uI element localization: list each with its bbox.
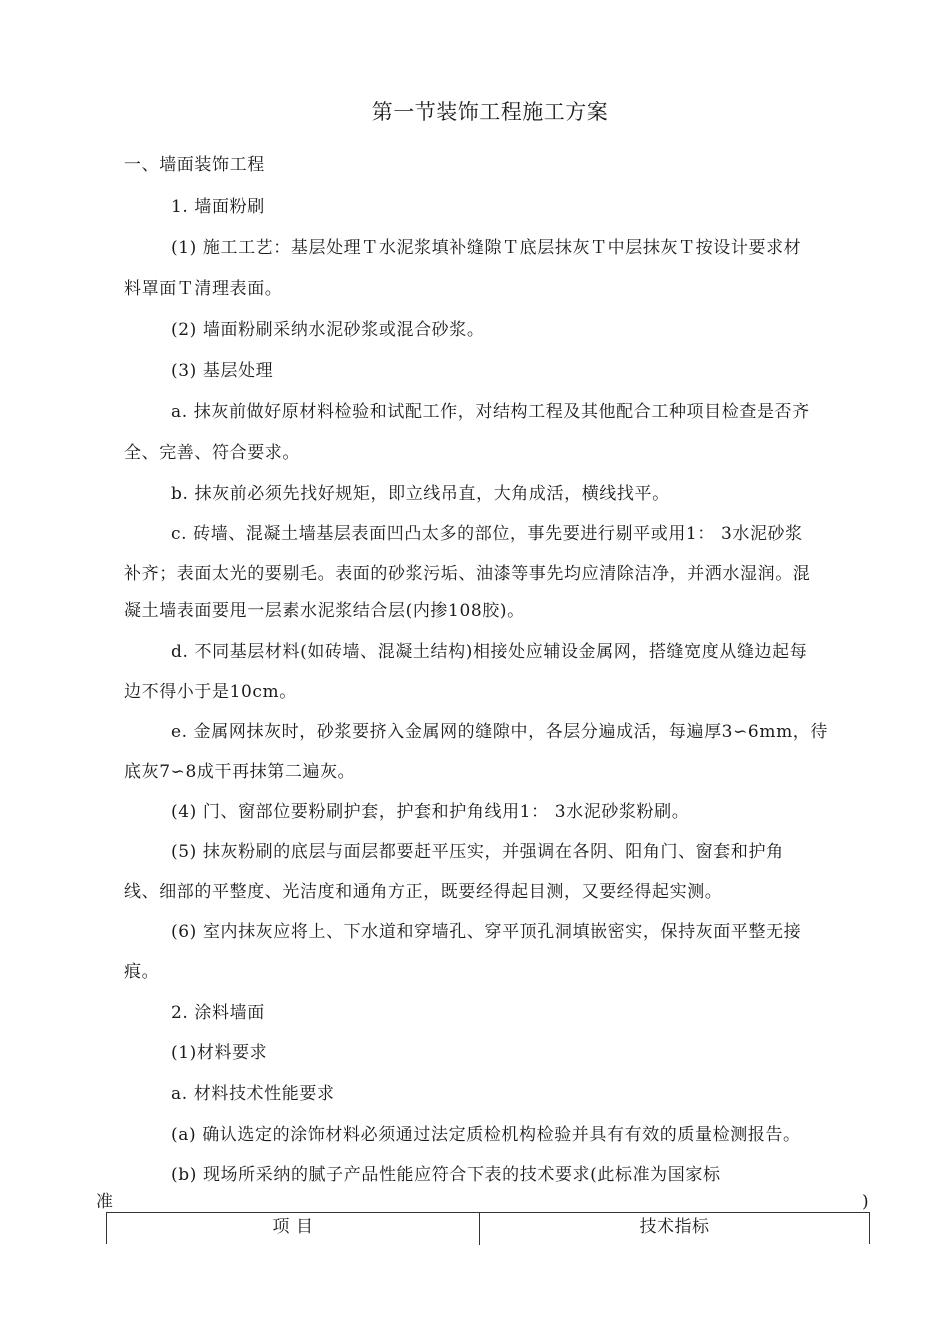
paragraph-line: 补齐；表面太光的要剔毛。表面的砂浆污垢、油漆等事先均应清除洁净，并洒水湿润。混 bbox=[124, 564, 811, 584]
paragraph-line: b. 抹灰前必须先找好规矩，即立线吊直，大角成活，横线找平。 bbox=[171, 484, 670, 504]
line-wrap-char: 准 bbox=[96, 1192, 113, 1212]
page-title: 第一节装饰工程施工方案 bbox=[371, 100, 609, 124]
paragraph-line: 痕。 bbox=[124, 962, 160, 982]
paragraph-line: 全、完善、符合要求。 bbox=[124, 443, 300, 463]
table-header-spec: 技术指标 bbox=[639, 1217, 710, 1237]
subsection-heading: 1. 墙面粉刷 bbox=[171, 197, 265, 217]
spec-table bbox=[106, 1212, 870, 1244]
paragraph-line: a. 材料技术性能要求 bbox=[171, 1084, 335, 1104]
paragraph-line: a. 抹灰前做好原材料检验和试配工作，对结构工程及其他配合工种项目检查是否齐 bbox=[171, 402, 810, 422]
paragraph-line: 凝土墙表面要甩一层素水泥浆结合层(内掺108胶)。 bbox=[124, 601, 525, 621]
section-heading: 一、墙面装饰工程 bbox=[124, 155, 265, 175]
paragraph-line: d. 不同基层材料(如砖墙、混凝土结构)相接处应辅设金属网，搭缝宽度从缝边起每 bbox=[171, 642, 808, 662]
paragraph-line: (a) 确认选定的涂饰材料必须通过法定质检机构检验并具有有效的质量检测报告。 bbox=[171, 1125, 801, 1145]
paragraph-line: (5) 抹灰粉刷的底层与面层都要赶平压实，并强调在各阴、阳角门、窗套和护角 bbox=[171, 842, 784, 862]
paragraph-line: 底灰7∽8成干再抹第二遍灰。 bbox=[124, 762, 356, 782]
paragraph-line: (b) 现场所采纳的腻子产品性能应符合下表的技术要求(此标准为国家标 bbox=[171, 1165, 721, 1185]
paragraph-line: (1)材料要求 bbox=[171, 1043, 268, 1063]
paragraph-line: (4) 门、窗部位要粉刷护套，护套和护角线用1： 3水泥砂浆粉刷。 bbox=[171, 802, 690, 822]
paragraph-line: e. 金属网抹灰时，砂浆要挤入金属网的缝隙中，各层分遍成活，每遍厚3∽6mm，待 bbox=[171, 722, 828, 742]
paragraph-line: 料罩面Ｔ清理表面。 bbox=[124, 279, 283, 299]
paragraph-line: (3) 基层处理 bbox=[171, 361, 274, 381]
paragraph-line: (1) 施工工艺：基层处理Ｔ水泥浆填补缝隙Ｔ底层抹灰Ｔ中层抹灰Ｔ按设计要求材 bbox=[171, 238, 802, 258]
paragraph-line: 线、细部的平整度、光洁度和通角方正，既要经得起目测，又要经得起实测。 bbox=[124, 882, 723, 902]
paragraph-line: (2) 墙面粉刷采纳水泥砂浆或混合砂浆。 bbox=[171, 320, 485, 340]
paragraph-line: 边不得小于是10cm。 bbox=[124, 682, 297, 702]
subsection-heading: 2. 涂料墙面 bbox=[171, 1003, 265, 1023]
paragraph-line: (6) 室内抹灰应将上、下水道和穿墙孔、穿平顶孔洞填嵌密实，保持灰面平整无接 bbox=[171, 922, 802, 942]
table-header-item: 项 目 bbox=[272, 1217, 314, 1237]
line-wrap-paren: ) bbox=[862, 1192, 869, 1212]
paragraph-line: c. 砖墙、混凝土墙基层表面凹凸太多的部位，事先要进行剔平或用1： 3水泥砂浆 bbox=[171, 524, 803, 544]
